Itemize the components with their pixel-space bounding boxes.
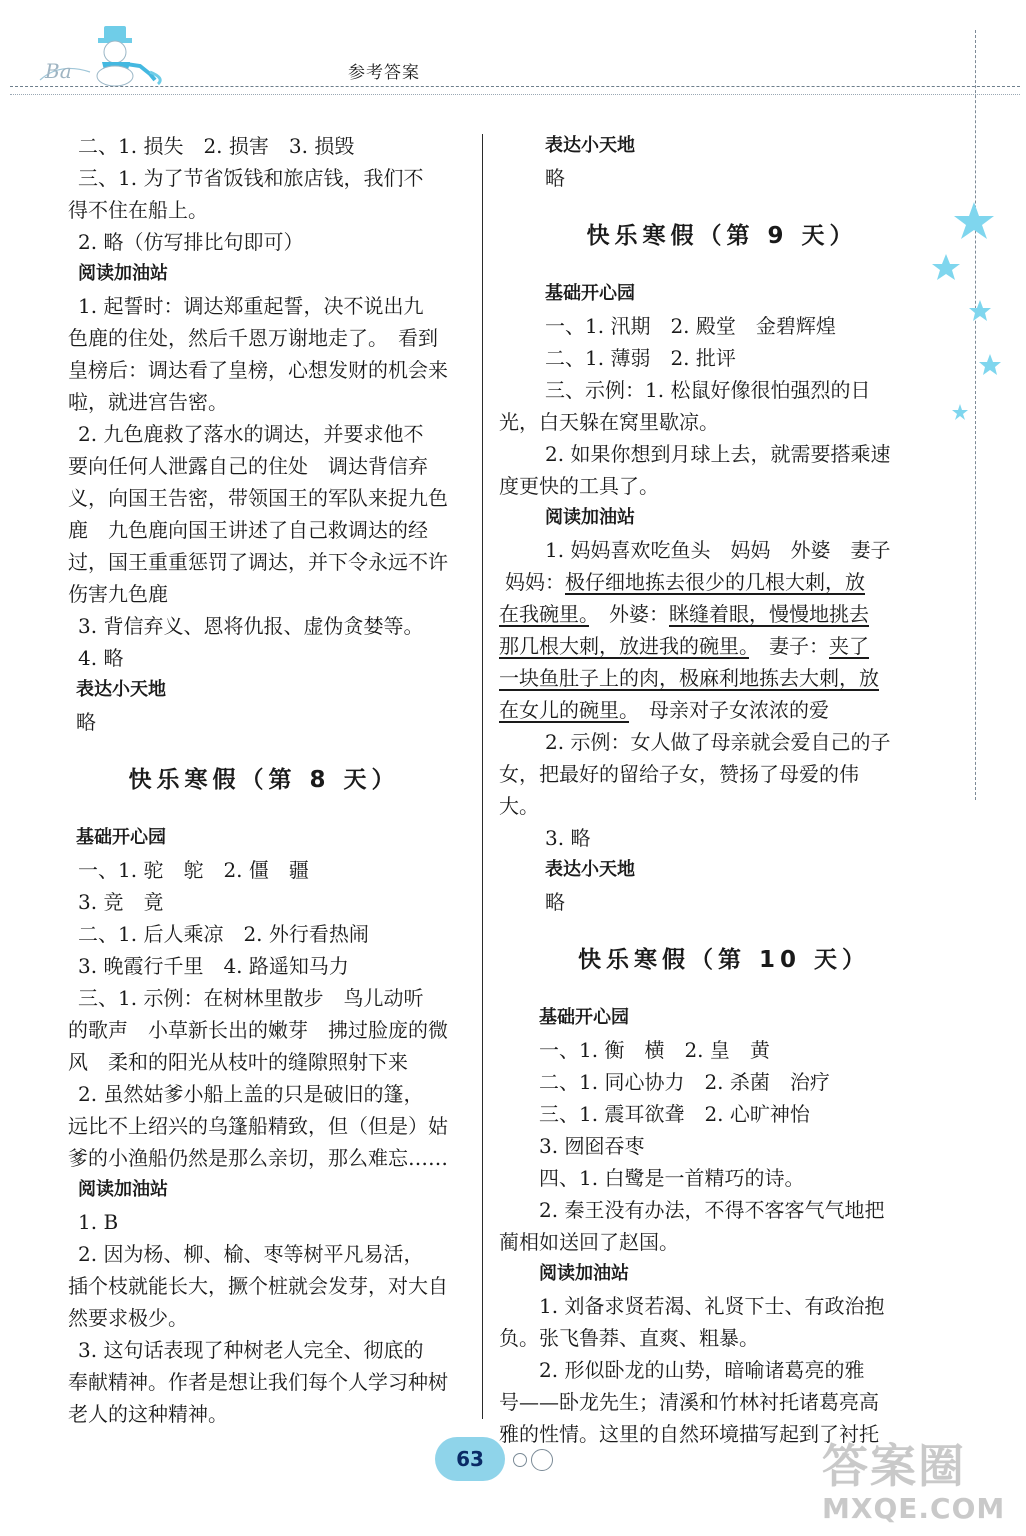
section-heading: 基础开心园 [76,827,166,848]
answer-line: 3. 略 [545,826,591,850]
answer-line: 四、1. 白鹭是一首精巧的诗。 [539,1166,805,1190]
chapter-title-day-10: 快乐寒假（第 10 天） [577,947,871,973]
underlined-quote: 在女儿的碗里。 [499,698,629,722]
answer-line: 老人的这种精神。 [68,1402,228,1426]
section-heading: 表达小天地 [76,679,166,700]
answer-line: 二、1. 薄弱 2. 批评 [545,346,736,370]
answer-line: 一、1. 衡 横 2. 皇 黄 [539,1038,770,1062]
answer-line: 雅的性情。这里的自然环境描写起到了衬托 [499,1422,879,1446]
underlined-quote: 夹了 [829,634,869,658]
snowman-icon [0,0,200,90]
answer-line: 风 柔和的阳光从枝叶的缝隙照射下来 [68,1050,408,1074]
answer-line: 过，国王重重惩罚了调达，并下令永远不许 [68,550,448,574]
answer-line: 1. 刘备求贤若渴、礼贤下士、有政治抱 [539,1294,885,1318]
answer-line: 2. 形似卧龙的山势，暗喻诸葛亮的雅 [539,1358,865,1382]
star-icon [932,198,1002,438]
answer-line: 啦，就进宫告密。 [68,390,228,414]
section-heading: 阅读加油站 [545,507,635,528]
answer-label: 外婆： [589,602,669,626]
section-heading: 阅读加油站 [78,1179,168,1200]
answer-line: 1. 起誓时：调达郑重起誓，决不说出九 [78,294,424,318]
answer-line: 爹的小渔船仍然是那么亲切，那么难忘…… [68,1146,448,1170]
section-heading: 阅读加油站 [78,263,168,284]
answer-line: 1. 妈妈喜欢吃鱼头 妈妈 外婆 妻子 [545,538,891,562]
answer-line: 三、示例：1. 松鼠好像很怕强烈的日 [545,378,871,402]
watermark [822,1430,1012,1530]
underlined-quote: 一块鱼肚子上的肉，极麻利地拣去大刺，放 [499,666,879,690]
answer-line: 2. 秦王没有办法，不得不客客气气地把 [539,1198,885,1222]
answer-line: 义，向国王告密，带领国王的军队来捉九色 [68,486,448,510]
underlined-quote: 极仔细地拣去很少的几根大刺，放 [565,570,865,594]
answer-line: 2. 略（仿写排比句即可） [78,230,304,254]
svg-text:Ba: Ba [45,59,72,83]
watermark-url: MXQE.COM [822,1492,1006,1525]
watermark-title: 答案圈 [822,1439,966,1493]
answer-line: 3. 晚霞行千里 4. 路遥知马力 [78,954,349,978]
underlined-quote: 在我碗里。 [499,602,589,626]
answer-line: 度更快的工具了。 [499,474,659,498]
answer-line: 2. 示例：女人做了母亲就会爱自己的子 [545,730,891,754]
answer-line: 远比不上绍兴的乌篷船精致，但（但是）姑 [68,1114,448,1138]
chapter-title-day-8: 快乐寒假（第 8 天） [128,767,400,793]
section-heading: 阅读加油站 [539,1263,629,1284]
answer-line: 鹿 九色鹿向国王讲述了自己救调达的经 [68,518,428,542]
answer-line [499,630,923,662]
answer-line: 略 [545,166,565,190]
page-number-badge [435,1437,575,1485]
answer-line: 光，白天躲在窝里歇凉。 [499,410,719,434]
header-rule [10,86,1020,87]
answer-line: 2. 因为杨、柳、榆、枣等树平凡易活， [78,1242,424,1266]
answer-line: 2. 虽然姑爹小船上盖的只是破旧的篷， [78,1082,424,1106]
answer-line: 略 [76,710,96,734]
answer-line: 三、1. 为了节省饭钱和旅店钱，我们不 [78,166,424,190]
answer-line: 负。张飞鲁莽、直爽、粗暴。 [499,1326,759,1350]
answer-line: 3. 竞 竟 [78,890,164,914]
answer-line: 3. 囫囵吞枣 [539,1134,645,1158]
answer-line [499,694,923,726]
answer-line: 号——卧龙先生；清溪和竹林衬托诸葛亮高 [499,1390,879,1414]
section-heading: 表达小天地 [545,859,635,880]
answer-line: 二、1. 后人乘凉 2. 外行看热闹 [78,922,369,946]
answer-line: 女，把最好的留给子女，赞扬了母爱的伟 [499,762,859,786]
answer-text: 母亲对子女浓浓的爱 [629,698,829,722]
column-divider [482,134,483,1419]
page-header [0,0,1026,110]
chapter-title-day-9: 快乐寒假（第 9 天） [586,223,858,249]
answer-line: 奉献精神。作者是想让我们每个人学习种树 [68,1370,448,1394]
answer-line: 2. 九色鹿救了落水的调达，并要求他不 [78,422,424,446]
answer-line: 伤害九色鹿 [68,582,168,606]
answer-line [499,598,923,630]
answer-label: 妻子： [749,634,829,658]
bubble-decoration [531,1449,553,1471]
answer-line: 3. 背信弃义、恩将仇报、虚伪贪婪等。 [78,614,424,638]
answer-line: 色鹿的住处，然后千恩万谢地走了。 看到 [68,326,438,350]
answer-line: 二、1. 损失 2. 损害 3. 损毁 [78,134,355,158]
section-heading: 基础开心园 [539,1007,629,1028]
section-heading: 基础开心园 [545,283,635,304]
answer-line: 3. 这句话表现了种树老人完全、彻底的 [78,1338,424,1362]
section-heading: 表达小天地 [545,135,635,156]
answer-line: 三、1. 示例：在树林里散步 鸟儿动听 [78,986,424,1010]
answer-line: 略 [545,890,565,914]
answer-line: 皇榜后：调达看了皇榜，心想发财的机会来 [68,358,448,382]
answer-line: 然要求极少。 [68,1306,188,1330]
answer-line: 得不住在船上。 [68,198,208,222]
answer-line: 的歌声 小草新长出的嫩芽 拂过脸庞的微 [68,1018,448,1042]
answer-line: 插个枝就能长大，撅个桩就会发芽，对大自 [68,1274,448,1298]
answer-line: 蔺相如送回了赵国。 [499,1230,679,1254]
answer-line: 三、1. 震耳欲聋 2. 心旷神怡 [539,1102,810,1126]
answer-line: 4. 略 [78,646,124,670]
page-number: 63 [435,1437,505,1481]
answer-line: 一、1. 驼 鸵 2. 僵 疆 [78,858,309,882]
underlined-quote: 那几根大刺，放进我的碗里。 [499,634,749,658]
answer-line: 2. 如果你想到月球上去，就需要搭乘速 [545,442,891,466]
header-rule-dotted [10,94,1020,95]
answer-line [505,566,923,598]
answer-line: 一、1. 汛期 2. 殿堂 金碧辉煌 [545,314,836,338]
underlined-quote: 眯缝着眼，慢慢地挑去 [669,602,869,626]
answer-line: 要向任何人泄露自己的住处 调达背信弃 [68,454,428,478]
left-column [68,130,460,1430]
answer-line: 1. B [78,1210,119,1234]
bubble-decoration [513,1453,527,1467]
answer-label: 妈妈： [505,570,565,594]
answer-line: 二、1. 同心协力 2. 杀菌 治疗 [539,1070,830,1094]
right-column [499,130,923,1450]
answer-line: 大。 [499,794,539,818]
header-title: 参考答案 [348,63,420,83]
